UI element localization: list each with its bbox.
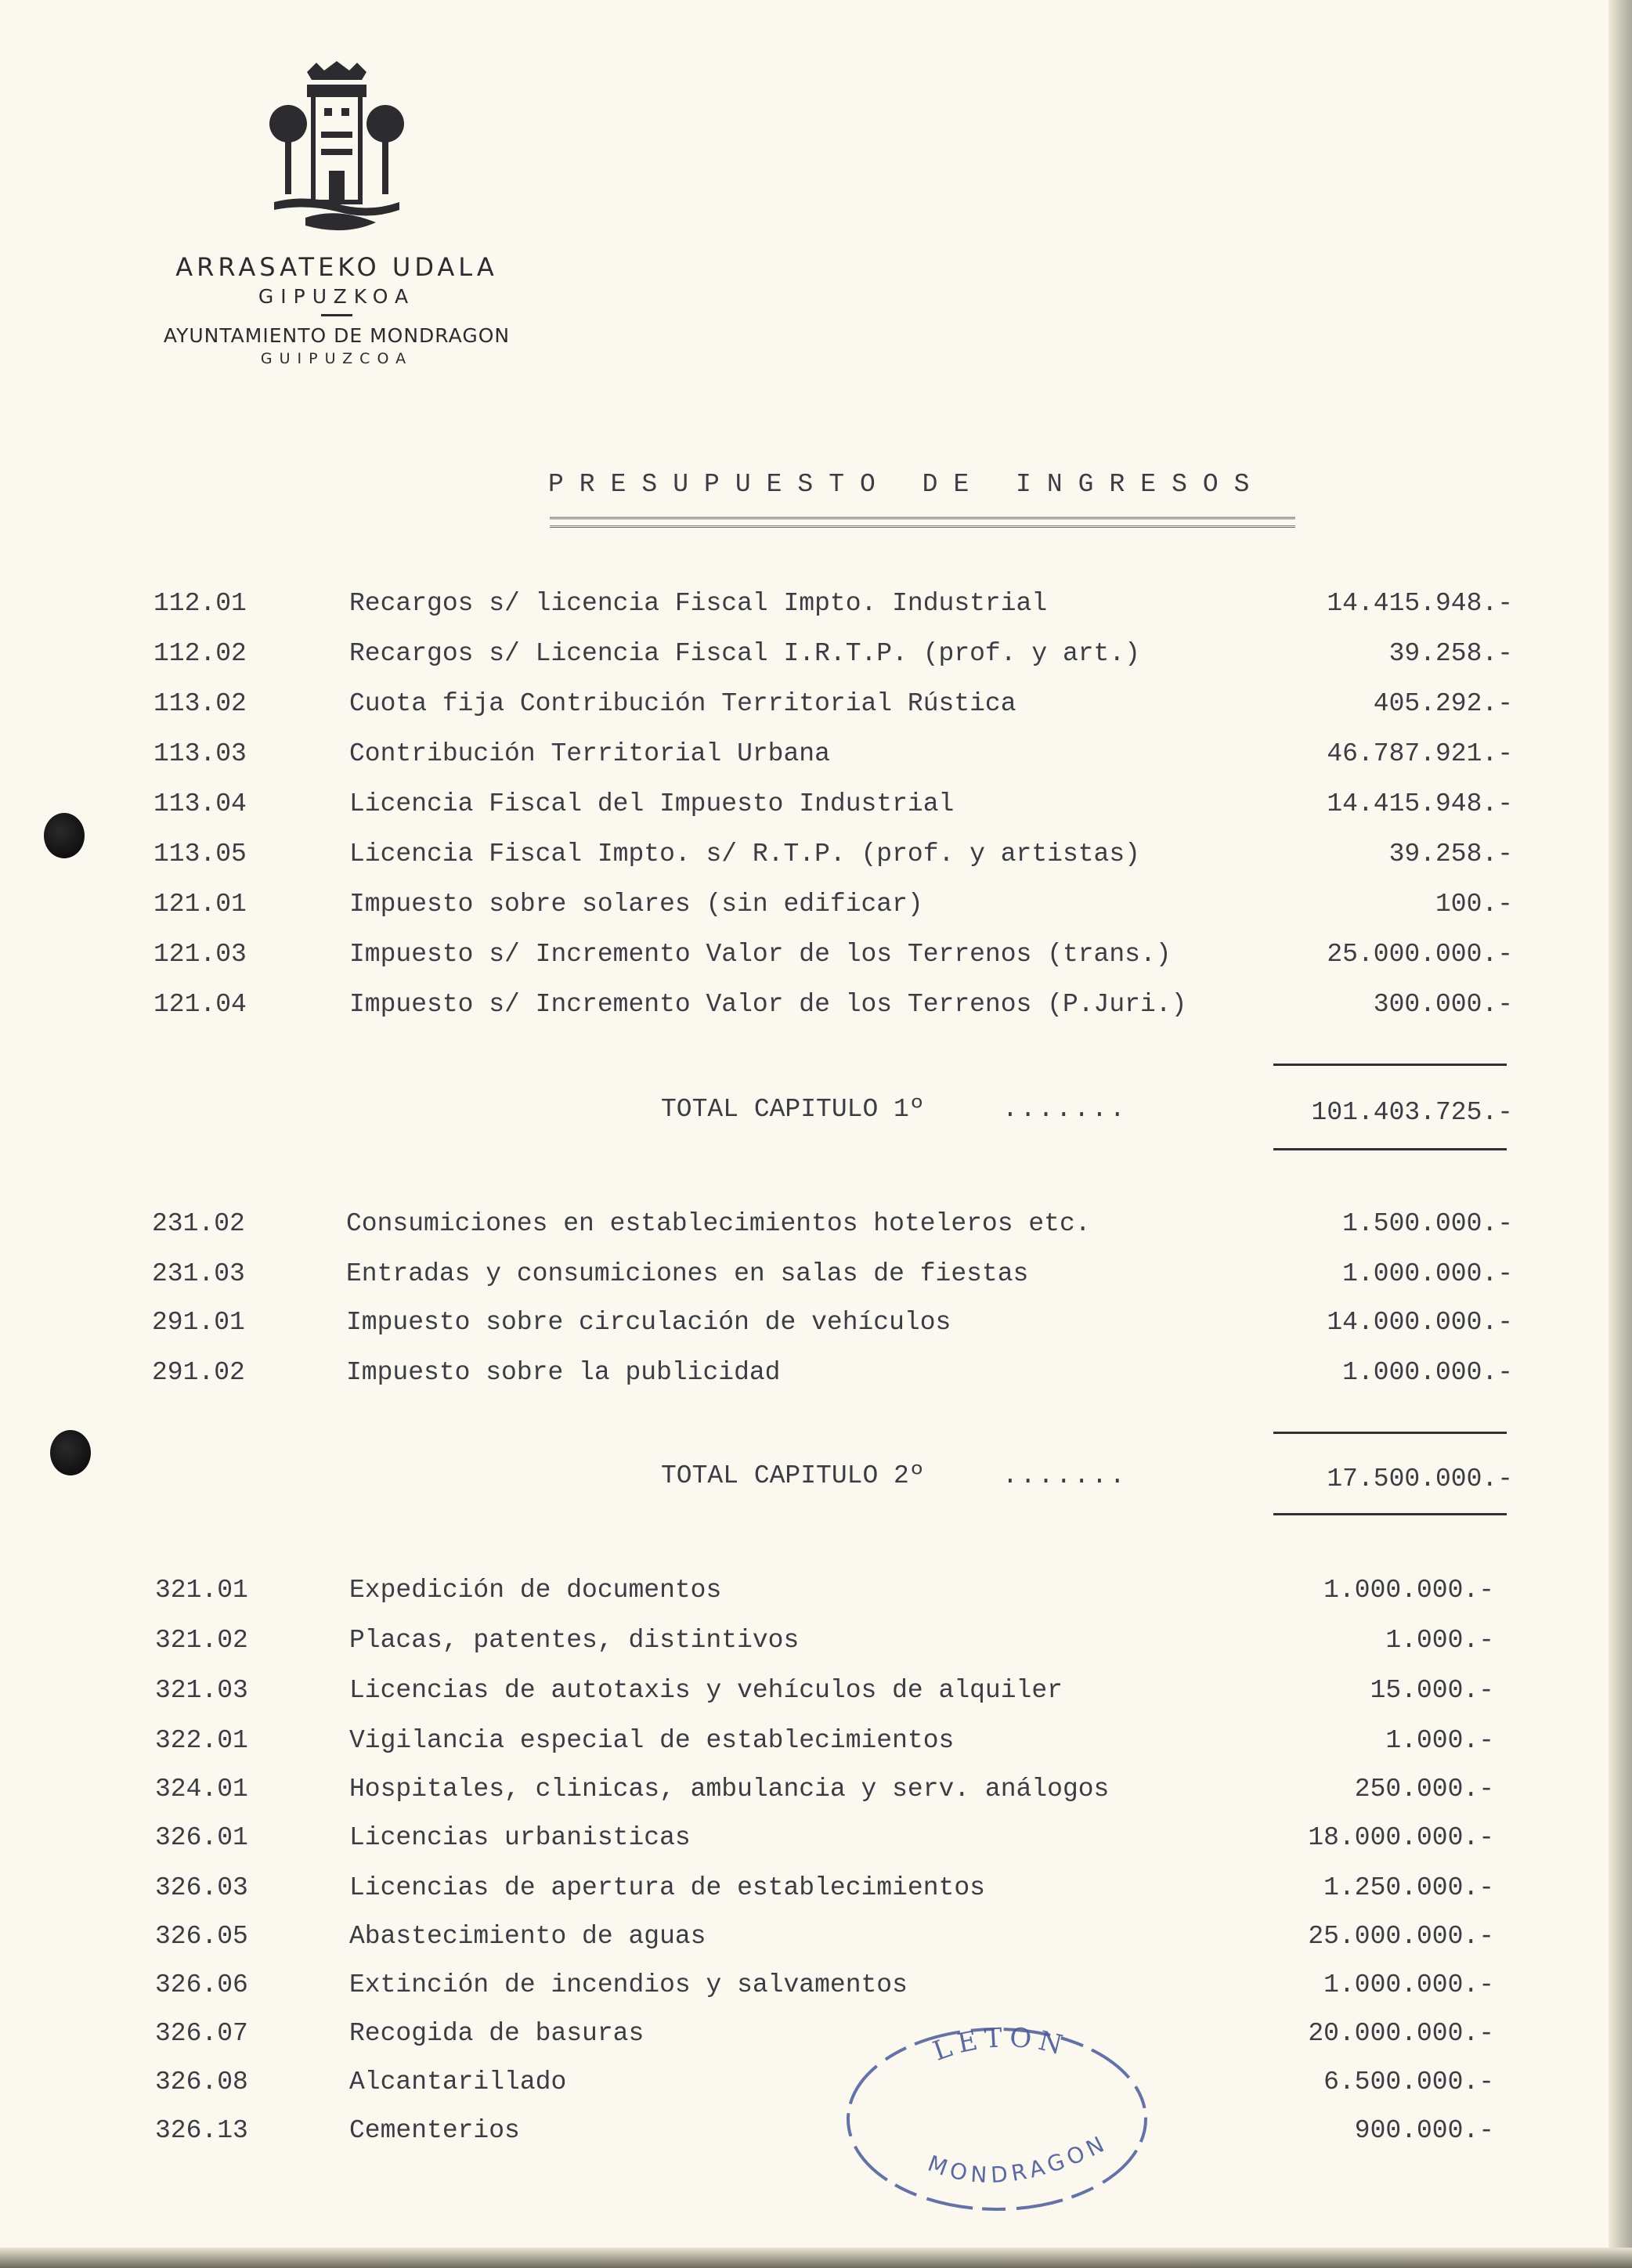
budget-description: Recargos s/ Licencia Fiscal I.R.T.P. (prof. y art.) (349, 639, 1140, 668)
budget-row (0, 1626, 1632, 1663)
budget-amount: 14.415.948.- (1327, 589, 1513, 618)
budget-code: 113.05 (153, 840, 247, 869)
budget-amount: 46.787.921.- (1327, 739, 1513, 768)
budget-code: 112.02 (153, 639, 247, 668)
budget-description: Recogida de basuras (349, 2019, 644, 2048)
budget-code: 231.03 (152, 1259, 245, 1288)
page-title: PRESUPUESTO DE INGRESOS (548, 470, 1266, 499)
letterhead-basque-province: GIPUZKOA (258, 285, 416, 308)
budget-row (0, 1676, 1632, 1714)
budget-description: Cementerios (349, 2116, 520, 2145)
budget-amount: 39.258.- (1388, 840, 1513, 869)
budget-row (0, 1358, 1632, 1396)
letterhead (125, 61, 548, 367)
budget-amount: 1.000.000.- (1342, 1259, 1513, 1288)
budget-row (0, 739, 1632, 777)
svg-text:MONDRAGON (924, 2129, 1112, 2188)
budget-amount: 1.000.000.- (1323, 1970, 1494, 1999)
budget-amount: 18.000.000.- (1308, 1823, 1494, 1852)
budget-row (0, 2116, 1632, 2154)
budget-row (0, 990, 1632, 1027)
budget-row (0, 1726, 1632, 1764)
budget-code: 231.02 (152, 1209, 245, 1238)
budget-row (0, 1873, 1632, 1911)
budget-row (0, 1209, 1632, 1247)
budget-row (0, 1308, 1632, 1345)
budget-row (0, 1259, 1632, 1297)
budget-row (0, 1775, 1632, 1812)
budget-code: 326.08 (155, 2068, 248, 2096)
budget-code: 326.03 (155, 1873, 248, 1902)
budget-description: Hospitales, clinicas, ambulancia y serv. análogos (349, 1775, 1110, 1804)
budget-code: 322.01 (155, 1726, 248, 1755)
budget-row (0, 789, 1632, 827)
budget-code: 291.02 (152, 1358, 245, 1387)
page-bottom-edge (0, 2248, 1632, 2268)
budget-description: Licencia Fiscal del Impuesto Industrial (349, 789, 955, 818)
budget-description: Entradas y consumiciones en salas de fiestas (346, 1259, 1029, 1288)
budget-code: 321.02 (155, 1626, 248, 1655)
budget-amount: 25.000.000.- (1327, 940, 1513, 969)
budget-code: 324.01 (155, 1775, 248, 1804)
budget-row (0, 1922, 1632, 1959)
budget-row (0, 689, 1632, 727)
budget-amount: 1.000.000.- (1342, 1358, 1513, 1387)
letterhead-basque-name: ARRASATEKO UDALA (175, 252, 498, 282)
stamp-bottom-text: MONDRAGON (924, 2129, 1113, 2189)
budget-row (0, 2019, 1632, 2057)
chapter-1-total-amount: 101.403.725.- (1311, 1098, 1513, 1127)
budget-description: Vigilancia especial de establecimientos (349, 1726, 955, 1755)
budget-code: 326.01 (155, 1823, 248, 1852)
stamp-top-text: LETON (929, 2021, 1072, 2068)
total-rule-top (1273, 1432, 1507, 1434)
budget-description: Placas, patentes, distintivos (349, 1626, 800, 1655)
budget-description: Impuesto sobre circulación de vehículos (346, 1308, 951, 1337)
budget-description: Licencias de autotaxis y vehículos de alquiler (349, 1676, 1063, 1705)
budget-description: Recargos s/ licencia Fiscal Impto. Industrial (349, 589, 1048, 618)
letterhead-divider (321, 314, 352, 316)
letterhead-spanish-name: AYUNTAMIENTO DE MONDRAGON (163, 324, 511, 347)
budget-code: 291.01 (152, 1308, 245, 1337)
budget-code: 321.03 (155, 1676, 248, 1705)
punch-hole (50, 1430, 91, 1475)
svg-text:LETON (929, 2022, 1071, 2068)
budget-amount: 14.000.000.- (1327, 1308, 1513, 1337)
total-rule-bottom (1273, 1148, 1507, 1150)
budget-code: 113.02 (153, 689, 247, 718)
budget-code: 326.13 (155, 2116, 248, 2145)
budget-description: Licencias de apertura de establecimientos (349, 1873, 985, 1902)
budget-amount: 900.000.- (1354, 2116, 1494, 2145)
budget-code: 112.01 (153, 589, 247, 618)
budget-description: Contribución Territorial Urbana (349, 739, 830, 768)
budget-code: 121.03 (153, 940, 247, 969)
budget-description: Extinción de incendios y salvamentos (349, 1970, 908, 1999)
budget-description: Impuesto s/ Incremento Valor de los Terrenos (P.Juri.) (349, 990, 1187, 1019)
budget-code: 121.04 (153, 990, 247, 1019)
budget-row (0, 589, 1632, 627)
chapter-2-total-amount: 17.500.000.- (1327, 1464, 1513, 1493)
budget-amount: 300.000.- (1373, 990, 1513, 1019)
chapter-2-total-label: TOTAL CAPITULO 2º (661, 1461, 925, 1490)
title-underline (550, 517, 1295, 528)
budget-amount: 405.292.- (1373, 689, 1513, 718)
budget-row (0, 890, 1632, 927)
budget-code: 326.06 (155, 1970, 248, 1999)
budget-amount: 1.500.000.- (1342, 1209, 1513, 1238)
budget-description: Consumiciones en establecimientos hoteleros etc. (346, 1209, 1091, 1238)
total-leader-dots: ....... (1002, 1461, 1128, 1490)
budget-description: Licencias urbanisticas (349, 1823, 691, 1852)
total-rule-top (1273, 1064, 1507, 1066)
budget-code: 113.03 (153, 739, 247, 768)
budget-code: 121.01 (153, 890, 247, 919)
chapter-1-total-label: TOTAL CAPITULO 1º (661, 1095, 925, 1124)
budget-amount: 1.000.- (1385, 1626, 1494, 1655)
total-leader-dots: ....... (1002, 1095, 1128, 1124)
budget-amount: 39.258.- (1388, 639, 1513, 668)
budget-description: Abastecimiento de aguas (349, 1922, 706, 1951)
budget-amount: 1.250.000.- (1323, 1873, 1494, 1902)
budget-row (0, 1823, 1632, 1861)
budget-amount: 15.000.- (1370, 1676, 1494, 1705)
budget-row (0, 1576, 1632, 1613)
budget-amount: 1.000.- (1385, 1726, 1494, 1755)
budget-amount: 14.415.948.- (1327, 789, 1513, 818)
municipal-stamp (836, 2002, 1157, 2221)
budget-description: Impuesto sobre la publicidad (346, 1358, 781, 1387)
budget-row (0, 639, 1632, 677)
budget-amount: 20.000.000.- (1308, 2019, 1494, 2048)
budget-code: 321.01 (155, 1576, 248, 1605)
budget-amount: 6.500.000.- (1323, 2068, 1494, 2096)
budget-row (0, 840, 1632, 877)
coat-of-arms-icon (258, 61, 415, 241)
budget-description: Alcantarillado (349, 2068, 567, 2096)
budget-row (0, 2068, 1632, 2105)
budget-amount: 100.- (1435, 890, 1513, 919)
budget-description: Cuota fija Contribución Territorial Rústica (349, 689, 1016, 718)
budget-code: 113.04 (153, 789, 247, 818)
budget-code: 326.05 (155, 1922, 248, 1951)
budget-description: Impuesto sobre solares (sin edificar) (349, 890, 923, 919)
budget-description: Impuesto s/ Incremento Valor de los Terrenos (trans.) (349, 940, 1172, 969)
budget-row (0, 940, 1632, 977)
budget-amount: 250.000.- (1354, 1775, 1494, 1804)
budget-row (0, 1970, 1632, 2008)
total-rule-bottom (1273, 1513, 1507, 1515)
letterhead-spanish-province: GUIPUZCOA (260, 350, 413, 367)
budget-amount: 1.000.000.- (1323, 1576, 1494, 1605)
budget-code: 326.07 (155, 2019, 248, 2048)
budget-description: Expedición de documentos (349, 1576, 722, 1605)
budget-description: Licencia Fiscal Impto. s/ R.T.P. (prof. y artistas) (349, 840, 1140, 869)
budget-amount: 25.000.000.- (1308, 1922, 1494, 1951)
